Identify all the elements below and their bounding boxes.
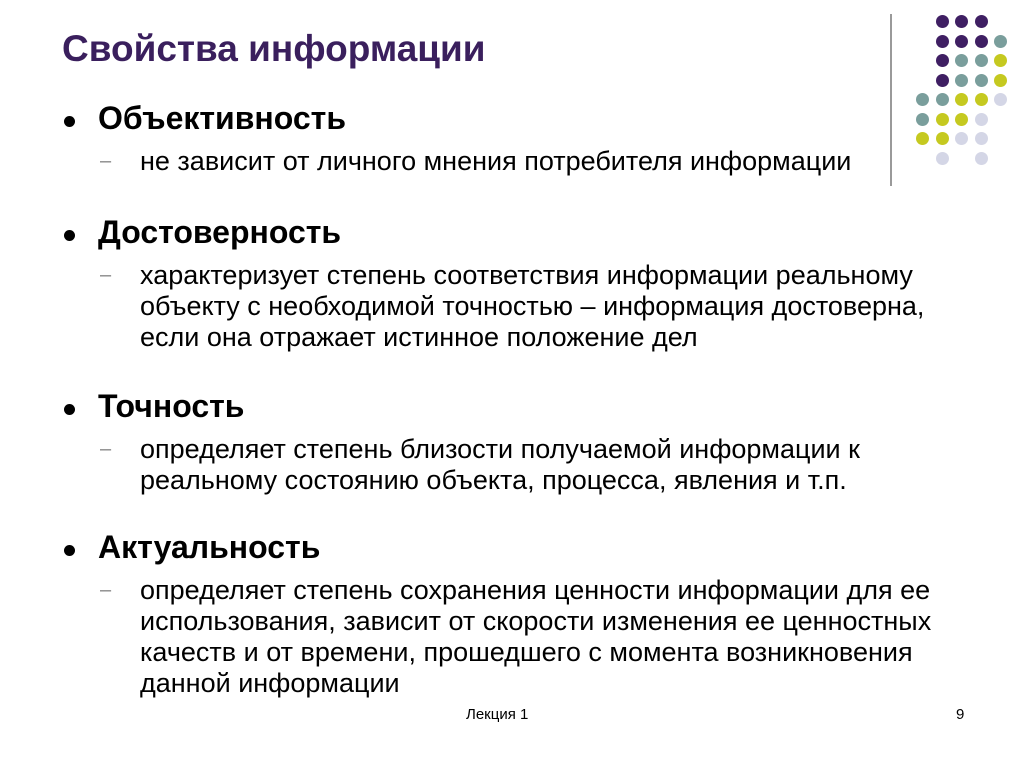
item-term: Точность	[98, 388, 245, 424]
decor-dot	[994, 54, 1007, 67]
decor-dot	[936, 74, 949, 87]
decor-dot	[955, 132, 968, 145]
decor-dot	[936, 113, 949, 126]
decor-dot	[936, 54, 949, 67]
decor-dot	[975, 35, 988, 48]
decor-dot	[994, 93, 1007, 106]
item-term: Объективность	[98, 100, 346, 136]
decor-dot	[975, 132, 988, 145]
bullet-icon	[64, 404, 75, 415]
decor-dot	[975, 74, 988, 87]
footer-lecture: Лекция 1	[466, 706, 529, 723]
decor-dot	[975, 15, 988, 28]
item-term: Актуальность	[98, 529, 321, 565]
item-description: не зависит от личного мнения потребителя информации	[140, 146, 852, 176]
dash-icon: –	[100, 579, 112, 601]
footer-page-number: 9	[956, 706, 965, 723]
decor-dot	[994, 74, 1007, 87]
item-term: Достоверность	[98, 214, 342, 250]
decor-dot	[975, 54, 988, 67]
bullet-icon	[64, 116, 75, 127]
slide-title: Свойства информации	[62, 28, 486, 69]
decor-dot	[975, 93, 988, 106]
decor-dot	[994, 35, 1007, 48]
decor-dot	[936, 35, 949, 48]
decor-dot	[936, 15, 949, 28]
item-description: характеризует степень соответствия информации реальному объекту с необходимой точностью – информация достоверна, если она отражает истинное положение дел	[140, 260, 925, 352]
decor-dot	[916, 113, 929, 126]
decor-dot	[955, 74, 968, 87]
decor-dot	[975, 113, 988, 126]
decor-dot	[936, 132, 949, 145]
decor-dot	[955, 35, 968, 48]
item-description: определяет степень близости получаемой информации к реальному состоянию объекта, процесса, явления и т.п.	[140, 434, 860, 495]
decor-dot	[975, 152, 988, 165]
decor-dot	[955, 54, 968, 67]
decor-dot	[916, 132, 929, 145]
item-description: определяет степень сохранения ценности информации для ее использования, зависит от скорости изменения ее ценностных качеств и от времени, прошедшего с момента возникновения данной информации	[140, 575, 932, 698]
decor-dot	[916, 93, 929, 106]
dash-icon: –	[100, 150, 112, 172]
bullet-icon	[64, 230, 75, 241]
bullet-icon	[64, 545, 75, 556]
decor-dot	[955, 113, 968, 126]
decor-dot	[955, 15, 968, 28]
decor-dot	[936, 93, 949, 106]
dash-icon: –	[100, 438, 112, 460]
dash-icon: –	[100, 264, 112, 286]
decor-dot	[955, 93, 968, 106]
